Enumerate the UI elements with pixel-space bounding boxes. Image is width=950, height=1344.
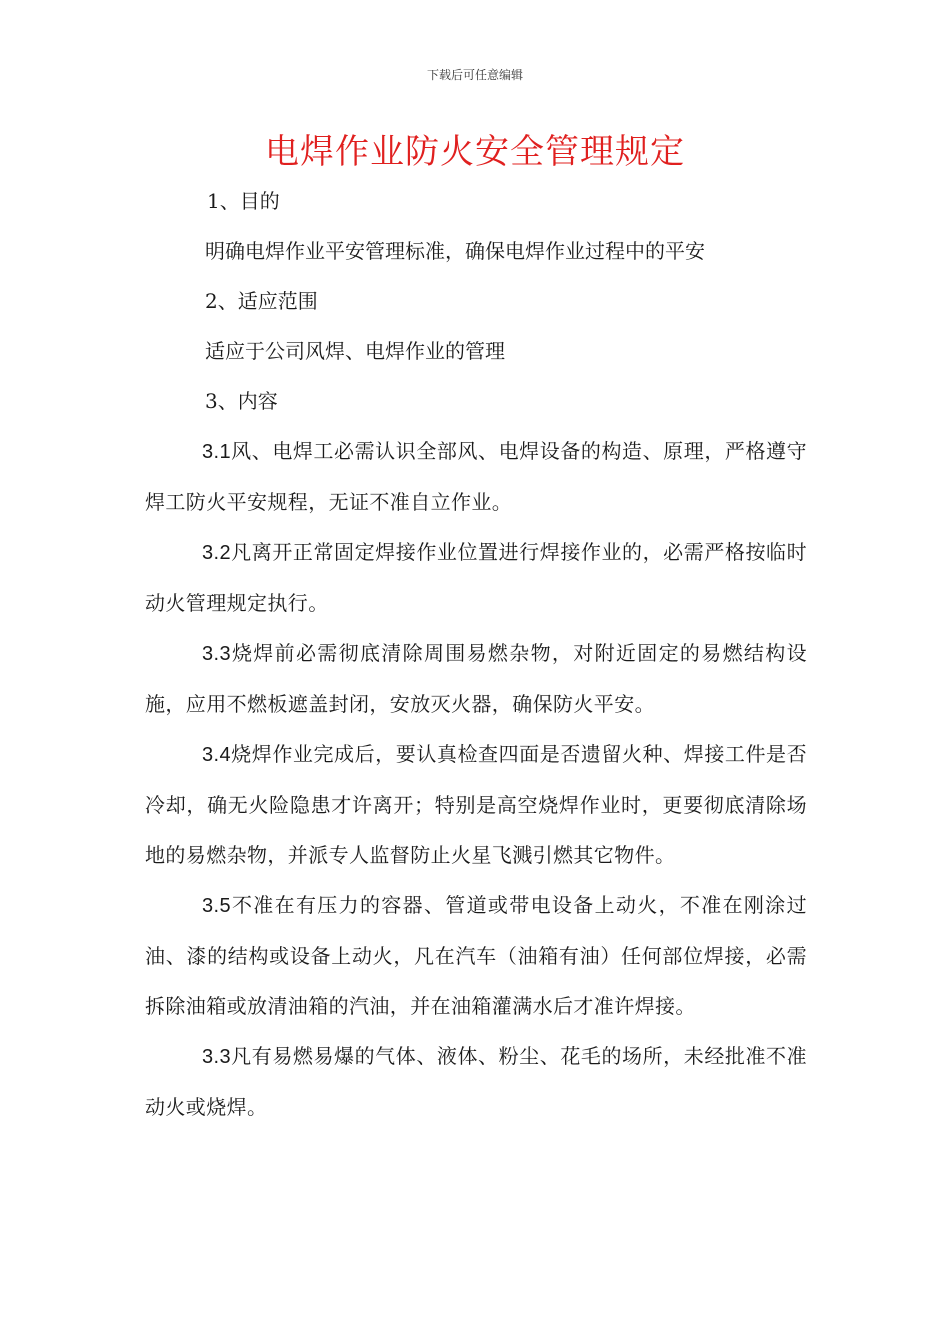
clause-text: 风、电焊工必需认识全部风、电焊设备的构造、原理，严格遵守焊工防火平安规程，无证不准自立作业。 — [145, 439, 807, 514]
section-heading-purpose: 1、目的 — [207, 189, 280, 213]
header-note: 下载后可任意编辑 — [426, 68, 523, 82]
section-body-scope: 适应于公司风焊、电焊作业的管理 — [205, 339, 505, 363]
clause-paragraph — [145, 880, 807, 1031]
section-body-purpose: 明确电焊作业平安管理标准，确保电焊作业过程中的平安 — [205, 239, 705, 263]
clause-text: 烧焊作业完成后，要认真检查四面是否遗留火种、焊接工件是否冷却，确无火险隐患才许离开；特别是高空烧焊作业时，更要彻底清除场地的易燃杂物，并派专人监督防止火星飞溅引燃其它物件。 — [145, 742, 807, 867]
clause-paragraph — [145, 1031, 807, 1132]
clause-number: 3.3 — [202, 1046, 232, 1068]
clause-paragraph — [145, 426, 807, 527]
section-heading-scope: 2、适应范围 — [205, 289, 318, 313]
clause-text: 不准在有压力的容器、管道或带电设备上动火，不准在刚涂过油、漆的结构或设备上动火，凡在汽车（油箱有油）任何部位焊接，必需拆除油箱或放清油箱的汽油，并在油箱灌满水后才准许焊接。 — [145, 893, 807, 1018]
clause-paragraph — [145, 729, 807, 880]
clause-paragraph — [145, 527, 807, 628]
clause-text: 烧焊前必需彻底清除周围易燃杂物，对附近固定的易燃结构设施，应用不燃板遮盖封闭，安放灭火器，确保防火平安。 — [145, 641, 807, 716]
clause-paragraph — [145, 628, 807, 729]
document-body — [145, 176, 807, 1132]
clause-number: 3.4 — [202, 744, 232, 766]
clause-text: 凡离开正常固定焊接作业位置进行焊接作业的，必需严格按临时动火管理规定执行。 — [145, 540, 807, 615]
clause-number: 3.2 — [202, 542, 232, 564]
section-heading-content: 3、内容 — [205, 389, 278, 413]
document-title: 电焊作业防火安全管理规定 — [265, 132, 685, 172]
clause-number: 3.1 — [202, 441, 232, 463]
clause-number: 3.3 — [202, 643, 232, 665]
clause-number: 3.5 — [202, 895, 232, 917]
clause-text: 凡有易燃易爆的气体、液体、粉尘、花毛的场所，未经批准不准动火或烧焊。 — [145, 1044, 807, 1119]
